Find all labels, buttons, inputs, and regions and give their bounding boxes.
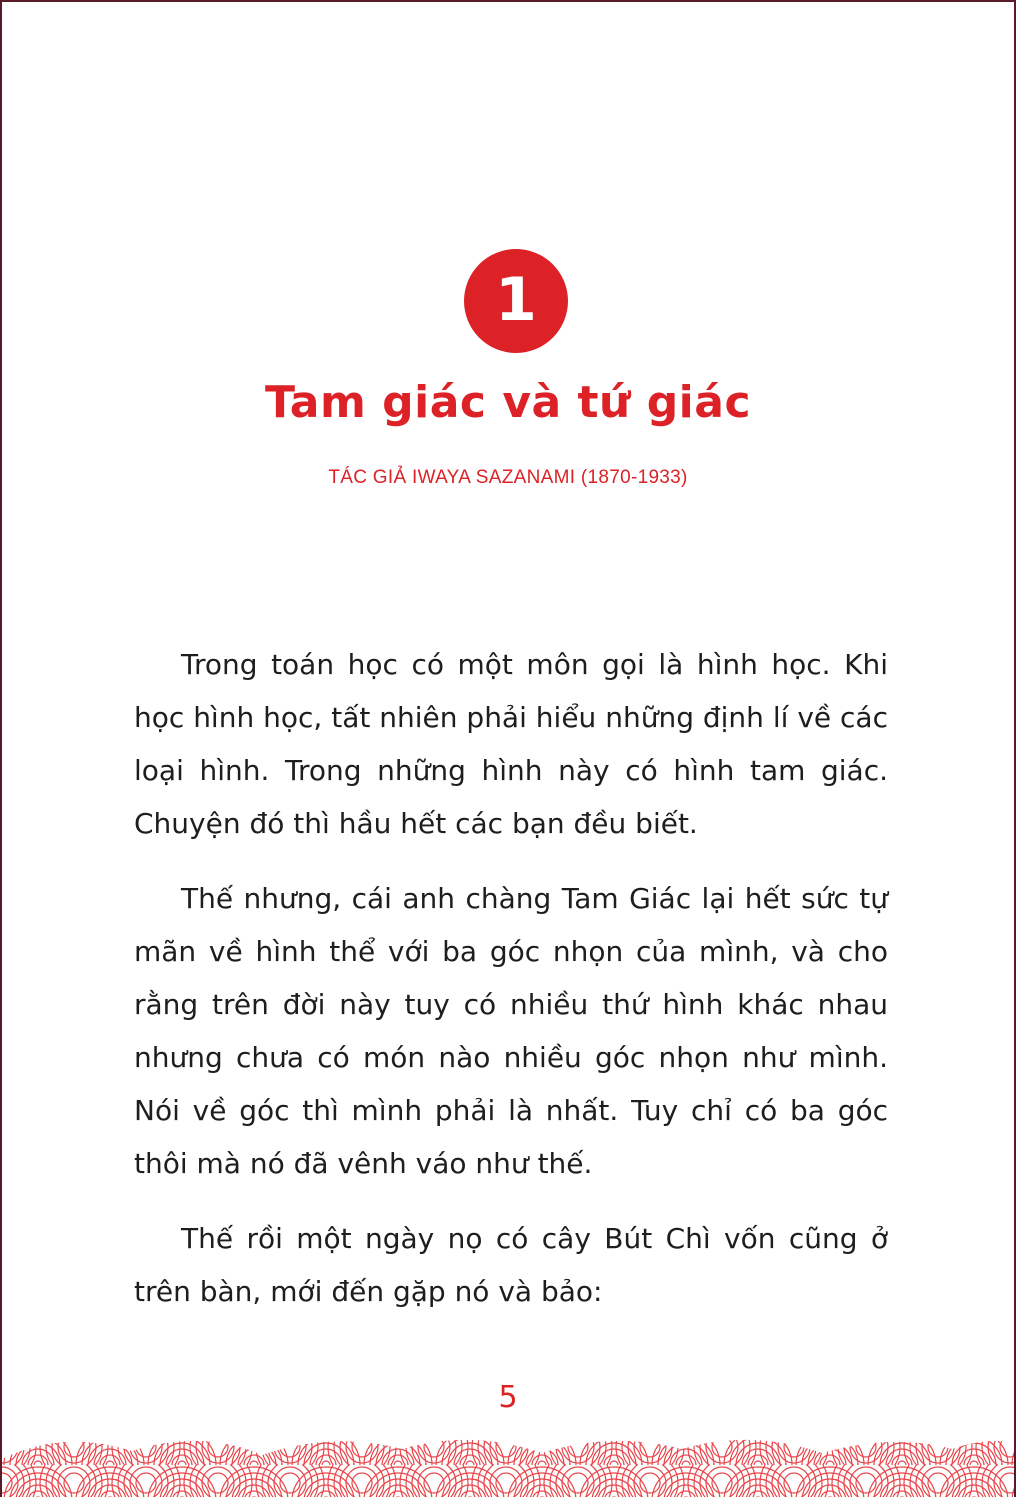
body-text <box>134 638 888 1340</box>
paragraph: Trong toán học có một môn gọi là hình học. Khi học hình học, tất nhiên phải hiểu những định lí về các loại hình. Trong những hình này có hình tam giác. Chuyện đó thì hầu hết các bạn đều biết. <box>134 648 888 840</box>
paragraph: Thế rồi một ngày nọ có cây Bút Chì vốn cũng ở trên bàn, mới đến gặp nó và bảo: <box>134 1222 888 1308</box>
author-line: TÁC GIẢ IWAYA SAZANAMI (1870-1933) <box>328 467 688 488</box>
paragraph: Thế nhưng, cái anh chàng Tam Giác lại hết sức tự mãn về hình thể với ba góc nhọn của mình, và cho rằng trên đời này tuy có nhiều thứ hình khác nhau nhưng chưa có món nào nhiều góc nhọn như mình. Nói về góc thì mình phải là nhất. Tuy chỉ có ba góc thôi mà nó đã vênh váo như thế. <box>134 882 888 1180</box>
page-number: 5 <box>498 1380 518 1415</box>
chapter-number-badge <box>464 249 568 353</box>
chapter-number: 1 <box>495 265 537 335</box>
chapter-title: Tam giác và tứ giác <box>264 377 752 428</box>
wave-pattern-decoration <box>2 1429 1014 1497</box>
